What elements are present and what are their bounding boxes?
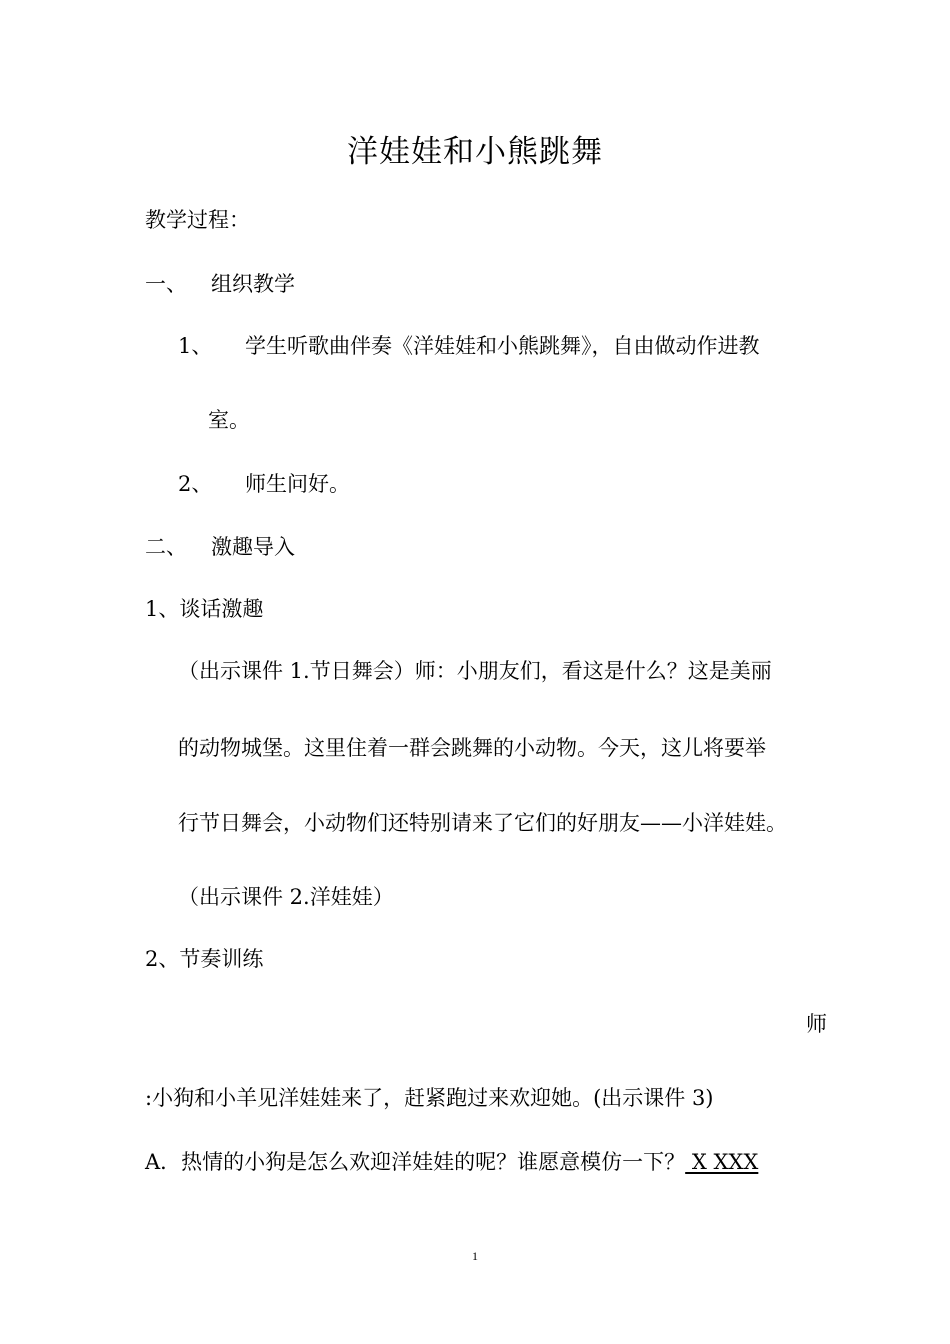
paragraph-line-1: （出示课件 1.节日舞会）师：小朋友们，看这是什么？这是美丽: [178, 659, 772, 683]
item-1-number: 1、: [178, 334, 213, 358]
subsection-2-heading: 2、节奏训练: [145, 947, 264, 971]
section-1-heading: [145, 270, 187, 298]
teacher-line: :小狗和小羊见洋娃娃来了，赶紧跑过来欢迎她。(出示课件 3): [145, 1086, 714, 1110]
page-number: 1: [472, 1249, 478, 1263]
heading-teaching-process: 教学过程：: [145, 208, 250, 232]
line-a: [145, 1148, 758, 1176]
item-1-text-line2: 室。: [208, 408, 250, 432]
item-1-text-line1: 学生听歌曲伴奏《洋娃娃和小熊跳舞》，自由做动作进教: [245, 334, 760, 358]
paragraph-line-2: 的动物城堡。这里住着一群会跳舞的小动物。今天，这儿将要举: [178, 736, 766, 760]
line-a-text: A．热情的小狗是怎么欢迎洋娃娃的呢？谁愿意模仿一下？: [145, 1150, 686, 1174]
paragraph-line-3: 行节日舞会，小动物们还特别请来了它们的好朋友——小洋娃娃。: [178, 811, 787, 835]
section-1-number: 一、: [145, 272, 187, 296]
section-1-label: 组织教学: [211, 272, 295, 296]
section-2-number: 二、: [145, 535, 187, 559]
section-2-label: 激趣导入: [211, 535, 295, 559]
subsection-1-heading: 1、谈话激趣: [145, 597, 264, 621]
item-2-number: 2、: [178, 472, 213, 496]
item-2-text: 师生问好。: [245, 472, 350, 496]
document-title: 洋娃娃和小熊跳舞: [347, 134, 603, 170]
teacher-label: 师: [806, 1012, 827, 1036]
paragraph-line-4: （出示课件 2.洋娃娃）: [178, 885, 394, 909]
rhythm-notation: X XXX: [685, 1150, 759, 1174]
